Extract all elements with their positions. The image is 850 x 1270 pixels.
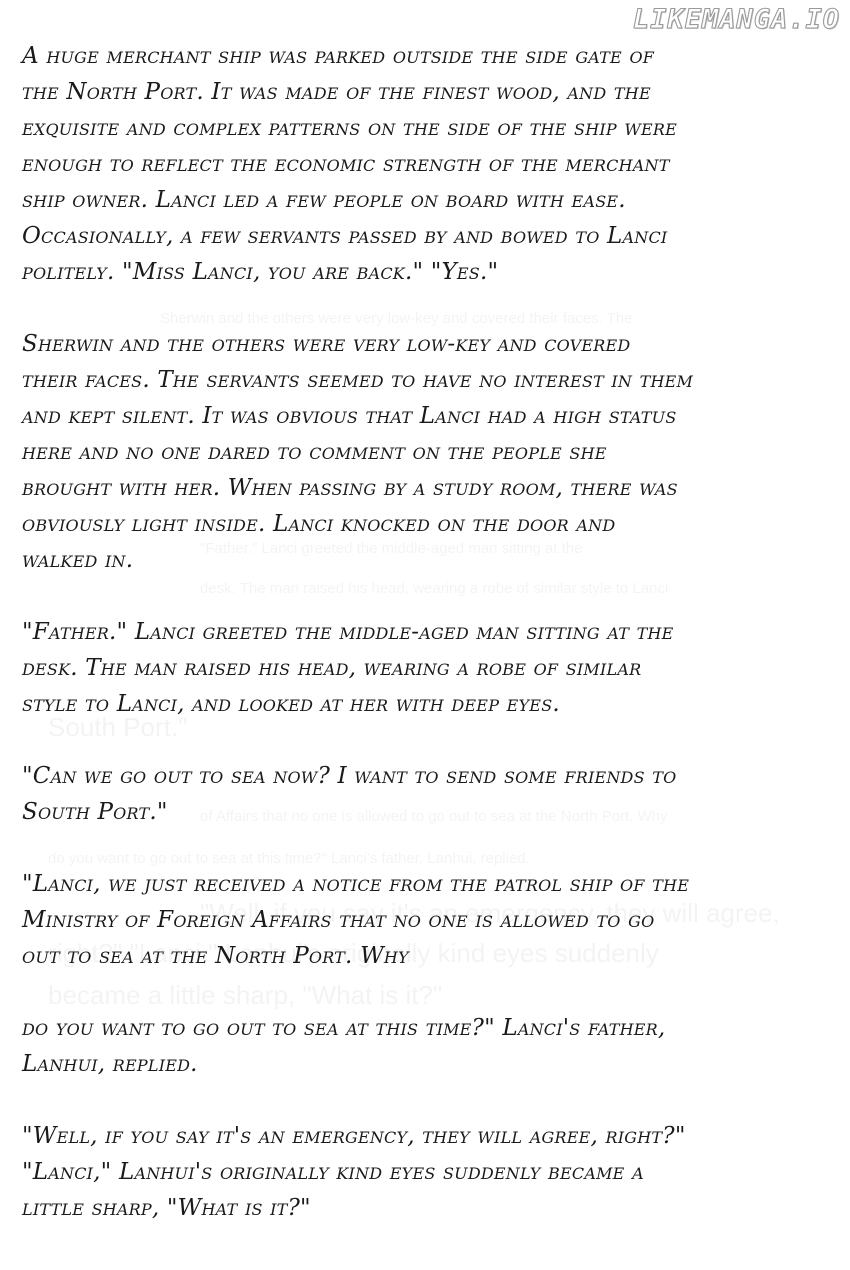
story-text [22,38,830,1226]
site-watermark: LIKEMANGA.IO [632,4,840,35]
text-line: "Lanci, we just received a notice from the patrol ship of the [22,871,690,897]
paragraph-notice [22,866,830,974]
text-line: politely. "Miss Lanci, you are back." "Yes." [22,259,499,285]
paragraph-go-to-sea [22,758,830,830]
text-line: here and no one dared to comment on the people she [22,439,607,465]
text-line: the North Port. It was made of the finest wood, and the [22,79,651,105]
text-line: A huge merchant ship was parked outside the side gate of [22,43,655,69]
text-line: Ministry of Foreign Affairs that no one is allowed to go [22,907,655,933]
text-line: little sharp, "What is it?" [22,1195,311,1221]
text-line: enough to reflect the economic strength of the merchant [22,151,670,177]
text-line: Sherwin and the others were very low-key and covered [22,331,631,357]
text-line: exquisite and complex patterns on the side of the ship were [22,115,678,141]
text-line: brought with her. When passing by a study room, there was [22,475,678,501]
text-line: "Well, if you say it's an emergency, they will agree, right?" [22,1123,686,1149]
text-line: South Port." [22,799,168,825]
paragraph-sherwin [22,326,830,578]
text-line: ship owner. Lanci led a few people on board with ease. [22,187,626,213]
text-line: "Father." Lanci greeted the middle-aged man sitting at the [22,619,674,645]
paragraph-ship [22,38,830,290]
text-line: desk. The man raised his head, wearing a robe of similar [22,655,642,681]
paragraph-father [22,614,830,722]
text-line: their faces. The servants seemed to have no interest in them [22,367,694,393]
paragraph-lanhui-reply [22,1010,830,1082]
text-line: out to sea at the North Port. Why [22,943,409,969]
text-line: obviously light inside. Lanci knocked on the door and [22,511,616,537]
text-line: "Lanci," Lanhui's originally kind eyes suddenly became a [22,1159,644,1185]
text-line: style to Lanci, and looked at her with deep eyes. [22,691,560,717]
text-line: and kept silent. It was obvious that Lanci had a high status [22,403,677,429]
text-line: "Can we go out to sea now? I want to send some friends to [22,763,677,789]
paragraph-emergency [22,1118,830,1226]
text-line: do you want to go out to sea at this time?" Lanci's father, [22,1015,666,1041]
text-line: Occasionally, a few servants passed by and bowed to Lanci [22,223,668,249]
text-line: walked in. [22,547,134,573]
text-line: Lanhui, replied. [22,1051,198,1077]
